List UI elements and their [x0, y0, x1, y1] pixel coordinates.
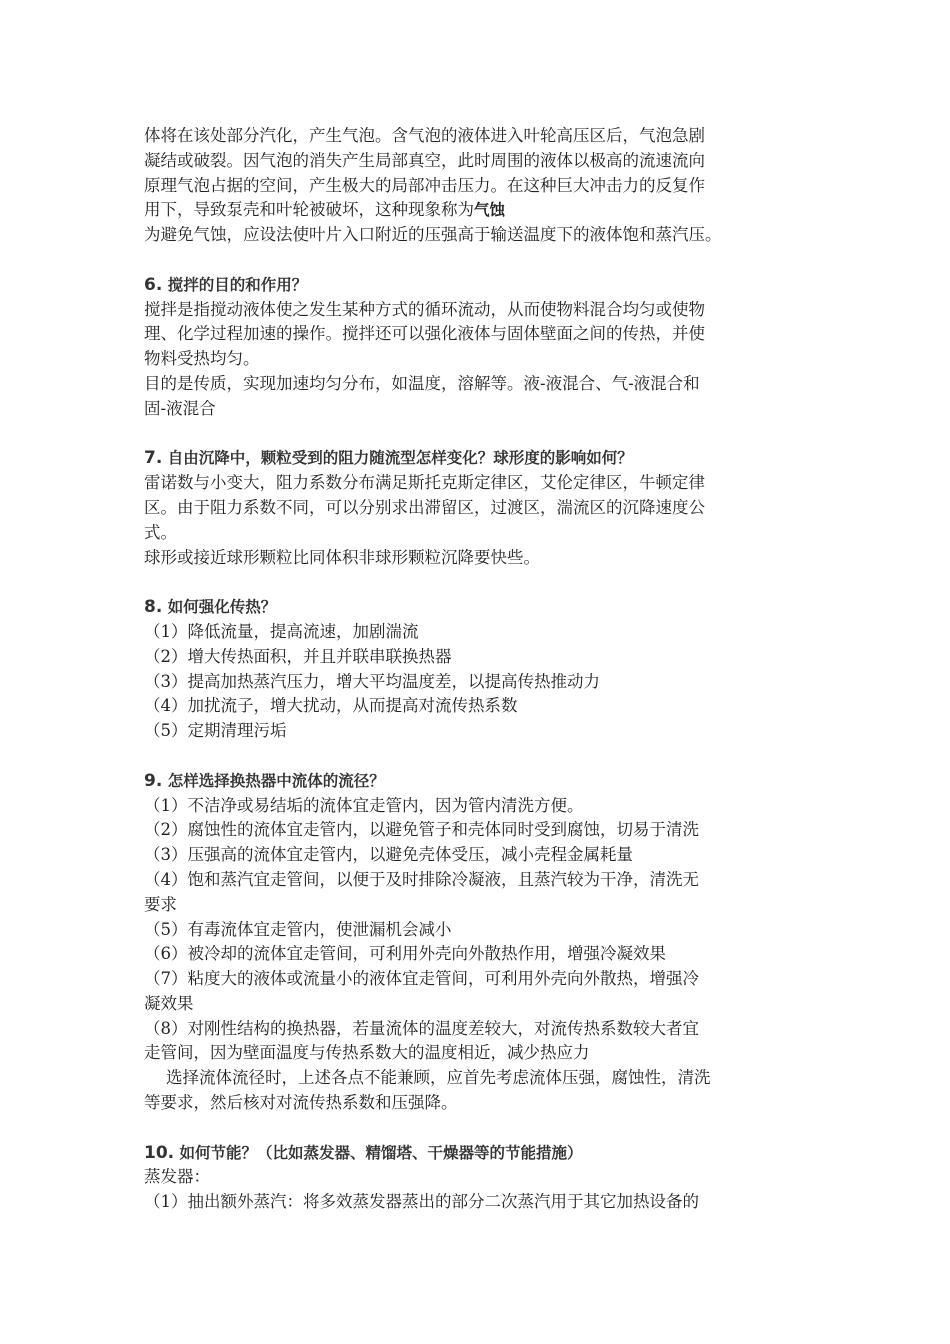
section-heading [144, 273, 824, 298]
section-title: 自由沉降中，颗粒受到的阻力随流型怎样变化？球形度的影响如何？ [167, 449, 633, 468]
text-line [144, 198, 824, 223]
list-item: （5）定期清理污垢 [144, 721, 287, 741]
list-item: （2）腐蚀性的流体宜走管内，以避免管子和壳体同时受到腐蚀，切易于清洗 [144, 820, 699, 840]
text-line: 原理气泡占据的空间，产生极大的局部冲击压力。在这种巨大冲击力的反复作 [144, 175, 705, 195]
section-heading [144, 1141, 824, 1166]
text-line: 式。 [144, 522, 177, 542]
list-item: （1）不洁净或易结垢的流体宜走管内，因为管内清洗方便。 [144, 795, 584, 815]
bold-term: 气蚀 [474, 201, 506, 220]
list-item: （1）降低流量，提高流速，加剧湍流 [144, 621, 419, 641]
section-title: 怎样选择换热器中流体的流径？ [167, 771, 385, 790]
section-heading [144, 595, 824, 620]
text-line: 体将在该处部分汽化，产生气泡。含气泡的液体进入叶轮高压区后，气泡急剧 [144, 126, 705, 145]
text-line: 搅拌是指搅动液体使之发生某种方式的循环流动，从而使物料混合均匀或使物 [144, 299, 705, 319]
list-item: （8）对刚性结构的换热器，若量流体的温度差较大，对流传热系数较大者宜 [144, 1018, 699, 1038]
section-q10 [144, 1141, 824, 1215]
section-title: 如何强化传热？ [167, 598, 277, 617]
section-number: 9. [144, 770, 163, 791]
section-number: 8. [144, 597, 163, 618]
text-line: 理、化学过程加速的操作。搅拌还可以强化液体与固体壁面之间的传热，并使 [144, 324, 705, 344]
text-span: 用下，导致泵壳和叶轮被破坏，这种现象称为 [144, 200, 474, 220]
summary-line: 选择流体流径时，上述各点不能兼顾，应首先考虑流体压强，腐蚀性，清洗 [166, 1068, 711, 1088]
section-title: 搅拌的目的和作用？ [167, 275, 308, 294]
section-q7 [144, 446, 824, 570]
list-item: 凝效果 [144, 993, 194, 1013]
list-item: （1）抽出额外蒸汽：将多效蒸发器蒸出的部分二次蒸汽用于其它加热设备的 [144, 1192, 699, 1212]
section-number: 6. [144, 274, 163, 295]
section-q6 [144, 273, 824, 422]
section-heading [144, 769, 824, 794]
list-item: （4）加扰流子，增大扰动，从而提高对流传热系数 [144, 696, 518, 716]
list-item: （7）粘度大的液体或流量小的液体宜走管间，可利用外壳向外散热，增强冷 [144, 969, 699, 989]
section-q9 [144, 769, 824, 1116]
list-item: （2）增大传热面积，并且并联串联换热器 [144, 646, 452, 666]
section-number: 7. [144, 448, 163, 469]
text-line: 目的是传质，实现加速均匀分布，如温度，溶解等。液-液混合、气-液混合和 [144, 373, 700, 393]
text-line: 固-液混合 [144, 398, 216, 418]
list-item: （6）被冷却的流体宜走管间，可利用外壳向外散热作用，增强冷凝效果 [144, 944, 666, 964]
text-line: 球形或接近球形颗粒比同体积非球形颗粒沉降要快些。 [144, 547, 540, 567]
document-body [144, 124, 824, 1215]
section-title: 如何节能？（比如蒸发器、精馏塔、干燥器等的节能措施） [179, 1143, 583, 1162]
section-number: 10. [144, 1142, 175, 1163]
summary-line: 等要求，然后核对对流传热系数和压强降。 [144, 1093, 458, 1113]
list-item: 要求 [144, 894, 177, 914]
section-q8 [144, 595, 824, 744]
text-line: 凝结或破裂。因气泡的消失产生局部真空，此时周围的液体以极高的流速流向 [144, 150, 705, 170]
list-item: （5）有毒流体宜走管内，使泄漏机会减小 [144, 919, 452, 939]
list-item: （3）提高加热蒸汽压力，增大平均温度差，以提高传热推动力 [144, 671, 600, 691]
subheading-line: 蒸发器： [144, 1167, 210, 1187]
list-item: 走管间，因为壁面温度与传热系数大的温度相近，减少热应力 [144, 1043, 590, 1063]
text-line: 为避免气蚀，应设法使叶片入口附近的压强高于输送温度下的液体饱和蒸汽压。 [144, 225, 722, 245]
intro-paragraph [144, 124, 824, 248]
text-line: 物料受热均匀。 [144, 349, 260, 369]
list-item: （3）压强高的流体宜走管内，以避免壳体受压，减小壳程金属耗量 [144, 845, 633, 865]
text-line: 雷诺数与小变大，阻力系数分布满足斯托克斯定律区，艾伦定律区，牛顿定律 [144, 473, 705, 493]
section-heading [144, 446, 824, 471]
list-item: （4）饱和蒸汽宜走管间，以便于及时排除冷凝液，且蒸汽较为干净，清洗无 [144, 869, 699, 889]
text-line: 区。由于阻力系数不同，可以分别求出滞留区，过渡区，湍流区的沉降速度公 [144, 497, 705, 517]
